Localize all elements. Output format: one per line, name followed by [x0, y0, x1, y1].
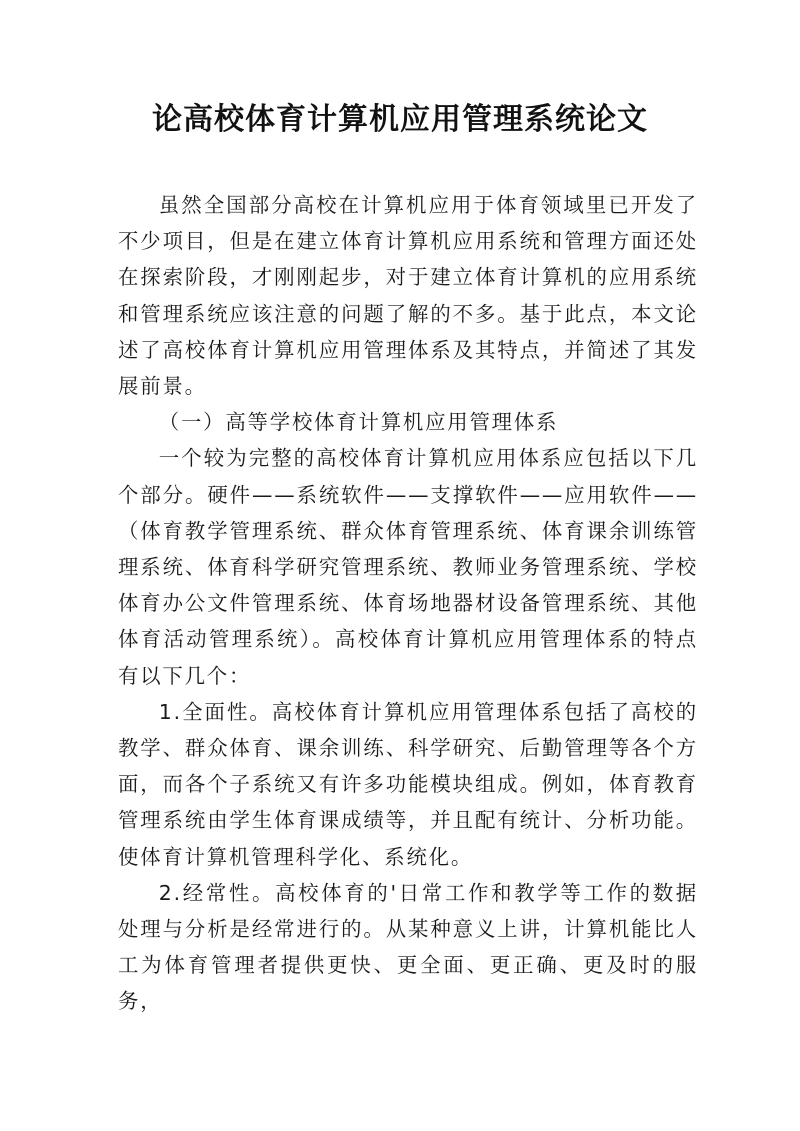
intro-paragraph: 虽然全国部分高校在计算机应用于体育领域里已开发了不少项目，但是在建立体育计算机应用系统和管理方面还处在探索阶段，才刚刚起步，对于建立体育计算机的应用系统和管理系统应该注意的问题了解的不多。基于此点，本文论述了高校体育计算机应用管理体系及其特点，并简述了其发展前景。: [118, 193, 698, 399]
point-2-paragraph: 2.经常性。高校体育的'日常工作和教学等工作的数据处理与分析是经常进行的。从某种意义上讲，计算机能比人工为体育管理者提供更快、更全面、更正确、更及时的服务，: [118, 880, 698, 1014]
document-title: 论高校体育计算机应用管理系统论文: [152, 102, 648, 137]
section-heading: （一）高等学校体育计算机应用管理体系: [158, 410, 559, 435]
document-body: [118, 187, 698, 1020]
point-1-paragraph: 1.全面性。高校体育计算机应用管理体系包括了高校的教学、群众体育、课余训练、科学研究、后勤管理等各个方面，而各个子系统又有许多功能模块组成。例如，体育教育管理系统由学生体育课成绩等，并且配有统计、分析功能。使体育计算机管理科学化、系统化。: [118, 699, 698, 869]
system-paragraph: 一个较为完整的高校体育计算机应用体系应包括以下几个部分。硬件——系统软件——支撑软件——应用软件——（体育教学管理系统、群众体育管理系统、体育课余训练管理系统、体育科学研究管理系统、教师业务管理系统、学校体育办公文件管理系统、体育场地器材设备管理系统、其他体育活动管理系统）。高校体育计算机应用管理体系的特点有以下几个：: [118, 446, 698, 688]
